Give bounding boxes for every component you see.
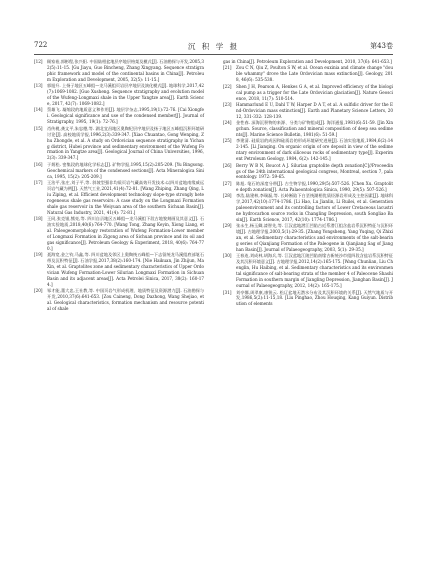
reference-number: [13] (34, 83, 43, 89)
page-number: 722 (34, 41, 48, 49)
reference-continuation: gas in China[J]. Petroleum Exploration and Development, 2010, 37(6): 641-653.] (223, 59, 392, 64)
reference-item (34, 59, 204, 83)
reference-item (223, 223, 393, 253)
reference-number: [26] (223, 162, 232, 168)
reference-number: [29] (223, 223, 232, 229)
journal-title: 沉 积 学 报 (187, 42, 240, 51)
reference-number: [14] (34, 107, 43, 113)
reference-item (223, 138, 393, 162)
reference-item (34, 107, 204, 125)
reference-item (223, 65, 393, 83)
reference-number: [12] (34, 59, 43, 64)
reference-item (223, 102, 393, 120)
reference-item (223, 253, 393, 289)
reference-item (223, 163, 393, 181)
left-column (34, 59, 204, 313)
reference-number: [23] (223, 101, 232, 107)
reference-number: [30] (223, 253, 232, 259)
reference-item (223, 193, 393, 223)
volume-label: 第43卷 (370, 42, 393, 50)
reference-number: [19] (34, 252, 43, 258)
reference-number: [24] (223, 120, 232, 126)
reference-number: [15] (34, 125, 43, 131)
reference-text: 于炳松. 密集段的地球化学标志[J]. 矿物学报,1995,15(2):205-209. [Yu Bingsong. Geochemical markers of the condensed sections[J]. Acta Mineralogica Sinica, 1995, 15(2): 205-209.] (47, 161, 204, 179)
reference-number: [22] (223, 83, 232, 89)
reference-text: 张永生,杨玉卿,漆智先,等. 江汉盆地潜江凹陷古近系潜江组含盐岩系沉积特征与沉积环境[J]. 古地理学报,2003,5(1):29-35. [Zhang Yongsheng, Yang Yuqing, Qi Zhixian, et al. Sedimentary characteristics and environments of the salt-bearing series of Qianjiang Formation of the Paleogene in Qianjiang Sag of Jianghan Basin[J]. Journal of Palaeogeography, 2003, 5(1): 29-35.] (236, 223, 393, 253)
reference-text: 王治平,张庄,刘子平,等. 斜坡型强非均质页岩气藏高效开发技术:以四川盆地南缘威远页岩气藏为例[J]. 天然气工业,2021,41(4):72-81. [Wang Zhiping, Zhang Qing, Liu Ziping, et al. Efficient development technology slope-type strongly heterogeneous shale gas reservoirs: A case study on the Longmaxi Formation shale gas reservoir in the Weiyuan area of the southern Sichuan Basin[J]. Natural Gas Industry, 2021, 41(4): 72-81.] (47, 180, 204, 215)
right-column (223, 59, 393, 308)
reference-number: [20] (34, 288, 43, 294)
reference-text: Shen J H, Pearson A, Henkes G A, et al. Improved efficiency of the biological pump as a trigger for the Late Ordovician glaciation[J]. Nature Geoscience, 2018, 11(7): 510-514. (236, 83, 393, 101)
reference-text: Zou C N, Qiu Z, Poulton S W, et al. Ocean euxinia and climate change "double whammy" drove the Late Ordovician mass extinction[J]. Geology, 2018, 46(6): 535-538. (236, 65, 393, 83)
reference-text: 李建清. 硅质岩的成因和硅质岩的形成环境研究进展[J]. 石油实验地质,1984,6(2):142-145. [Li Jianqing. On organic origin of ore deposit in view of the sedimentary environment of dark siliceous rocks of sedimentary type[J]. Experiment Petroleum Geology, 1984, 6(2): 142-145.] (236, 138, 393, 162)
reference-text: 陈旭. 笔石的深度分带[J]. 古生物学报,1990,29(5):507-526. [Chen Xu. Graptolite depth zonation[J]. Acta Palaeontologica Sinica, 1990, 29(5): 507-526.] (236, 180, 393, 192)
reference-number: [21] (223, 65, 232, 71)
reference-item (34, 180, 204, 216)
reference-number: [17] (34, 180, 43, 186)
reference-number: [25] (223, 138, 232, 144)
reference-item (223, 84, 393, 102)
reference-text: 邹才能,董大忠,王社教,等. 中国页岩气形成机理、地质特征及资源潜力[J]. 石油勘探与开发,2010,37(6):641-653. [Zou Caineng, Dong Dazhong, Wang Shejiao, et al. Geological characteristics, formation mechanism and resource potential of shale (47, 288, 204, 312)
reference-text: 王同,张克银,熊亮,等. 四川自贡地区五峰组—龙马溪组下段古地貌刻画及其意义[J]. 石油实验地质,2018,40(6):764-770. [Wang Tong, Zhang Keyin, Xiong Liang, et al. Paleogeomorphology restoration of Wufeng Formation-Lower member of Longmaxi Formation in Zigong area of Sichuan province and its oil and gas significance[J]. Petroleum Geology & Experiment, 2018, 40(6): 764-770.] (47, 216, 204, 251)
reference-item (223, 120, 393, 138)
reference-text: 顾家裕,郭彬程,张兴阳. 中国陆相盆地层序地层格架及模式[J]. 石油勘探与开发,2005,32(5):11-15. [Gu Jiayu, Guo Bincheng, Zhang Xingyang. Sequence stratigraphic framework and model of the continental basins in China[J]. Petroleum Exploration and Development, 2005, 32(5): 11-15.] (47, 59, 204, 82)
reference-number: [31] (223, 289, 232, 295)
reference-item (223, 181, 393, 193)
reference-item (34, 216, 204, 252)
reference-number: [27] (223, 180, 232, 186)
reference-text: 郭旭升. 上扬子地区五峰组—龙马溪组页岩层序地层及演化模式[J]. 地球科学,2017,42(7):1069-1082. [Guo Xusheng. Sequence stratigraphy and evolution model of the Wufeng-Longmaxi shale in the Upper Yangtze area[J]. Earth Science, 2017, 42(7): 1069-1082.] (47, 83, 204, 107)
reference-text: Hammarlund E U, Dahl T W, Harper D A T, et al. A sulfidic driver for the End-Ordovician mass extinction[J]. Earth and Planetary Science Letters, 2012, 331-332: 128-139. (236, 101, 393, 119)
reference-item (34, 83, 204, 107)
reference-item (34, 162, 204, 180)
reference-text: 蔡雄飞. 凝缩段的地质意义和作用[J]. 地层学杂志,1995,19(1):72-76. [Cai Xiongfei. Geological significance and use of the condensed member[J]. Journal of Stratigraphy, 1995, 19(1): 72-76.] (47, 107, 204, 125)
page-header (34, 41, 393, 55)
reference-number: [16] (34, 161, 43, 167)
reference-text: 王春连,刘成林,胡海兵,等. 江汉盆地江陵凹陷南缘古新统沙市组四段含盐岩系沉积特征及其沉积环境意义[J]. 古地理学报,2012,14(2):165-175. [Wang Chunlian, Liu Chenglin, Hu Haibing, et al. Sedimentary characteristics and its environmental significance of salt-bearing strata of the member 4 of Paleocene Shashi Formation in southern margin of Jiangling Depression, Jianghan Basin[J]. Journal of Palaeogeography, 2012, 14(2): 165-175.] (236, 253, 393, 289)
reference-item (34, 126, 204, 162)
reference-text: 聂海宽,金之钧,马鑫,等. 四川盆地及邻区上奥陶统五峰组—下志留统龙马溪组底部笔石带及沉积特征[J]. 石油学报,2017,38(2):160-174. [Nie Haikuan, Jin Zhijun, Ma Xin, et al. Graptolites zone and sedimentary characteristics of Upper Ordovician Wufeng Formation-Lower Silurian Longmaxi Formation in Sichuan Basin and its adjacent areas[J]. Acta Petrolei Sinica, 2017, 38(2): 160-174.] (47, 252, 204, 287)
reference-text: 金性春. 深海沉积物的来源、分类与矿物组成[J]. 海洋通报,1981(6):51-59. [Jin Xingchun. Source, classification and mineral composition of deep sea sediments[J]. Marine Science Bulletin, 1981(6): 51-59.] (236, 120, 393, 137)
reference-text: 肖传桃,龚文平,朱忠德,等. 湖北宜昌地区奥陶纪层序地层及扬子地区五峰组沉积环境研讨论[J]. 高校地质学报,1996,2(3):339-347. [Xiao Chuantao, Gong Wenping, Zhu Zhongde, et al. A study on Ordovician sequence stratigraphy in Yichang district, Hubei province and sedimentary environment of the Wufeng Formation in Yangtze area[J]. Geological Journal of China Universities, 1996, 2(3): 339-347.] (47, 125, 204, 161)
reference-text: Berry W B N, Boucot A J. Silurian graptolite depth zonation[C]//Proceedings of the 24th international geological congress, Montreal, section 7, palaeontology. 1972: 59-65. (236, 162, 393, 180)
reference-text: 刘亭娜,周翠康,康锐云. 松辽盆地无潜水分布及其沉积环境的关系[J]. 天然气地质与开发,1986,5(2):11-15,18. [Liu Pinghao, Zhou Houqing, Kang Guiyun. Distribution of elements (236, 289, 393, 307)
header-rule (34, 54, 393, 55)
reference-text: 李浩,陆建林,李瑞磊,等. 长岭断陷下白垩统湖相优质烃源岩形成及主控因素[J]. 地球科学,2017,42(10):1774-1786. [Li Hao, Lu Jianlin, Li Ruilei, et al. Generation paleoenvironment and its controlling factors of Lower Cretaceous lacustrine hydrocarbon source rocks in Changling Depression, south Songliao Basin[J]. Earth Science, 2017, 42(10): 1774-1786.] (236, 193, 393, 222)
reference-item (223, 290, 393, 308)
reference-number: [28] (223, 193, 232, 199)
reference-item (34, 252, 204, 288)
reference-number: [18] (34, 216, 43, 222)
reference-item (34, 288, 204, 312)
